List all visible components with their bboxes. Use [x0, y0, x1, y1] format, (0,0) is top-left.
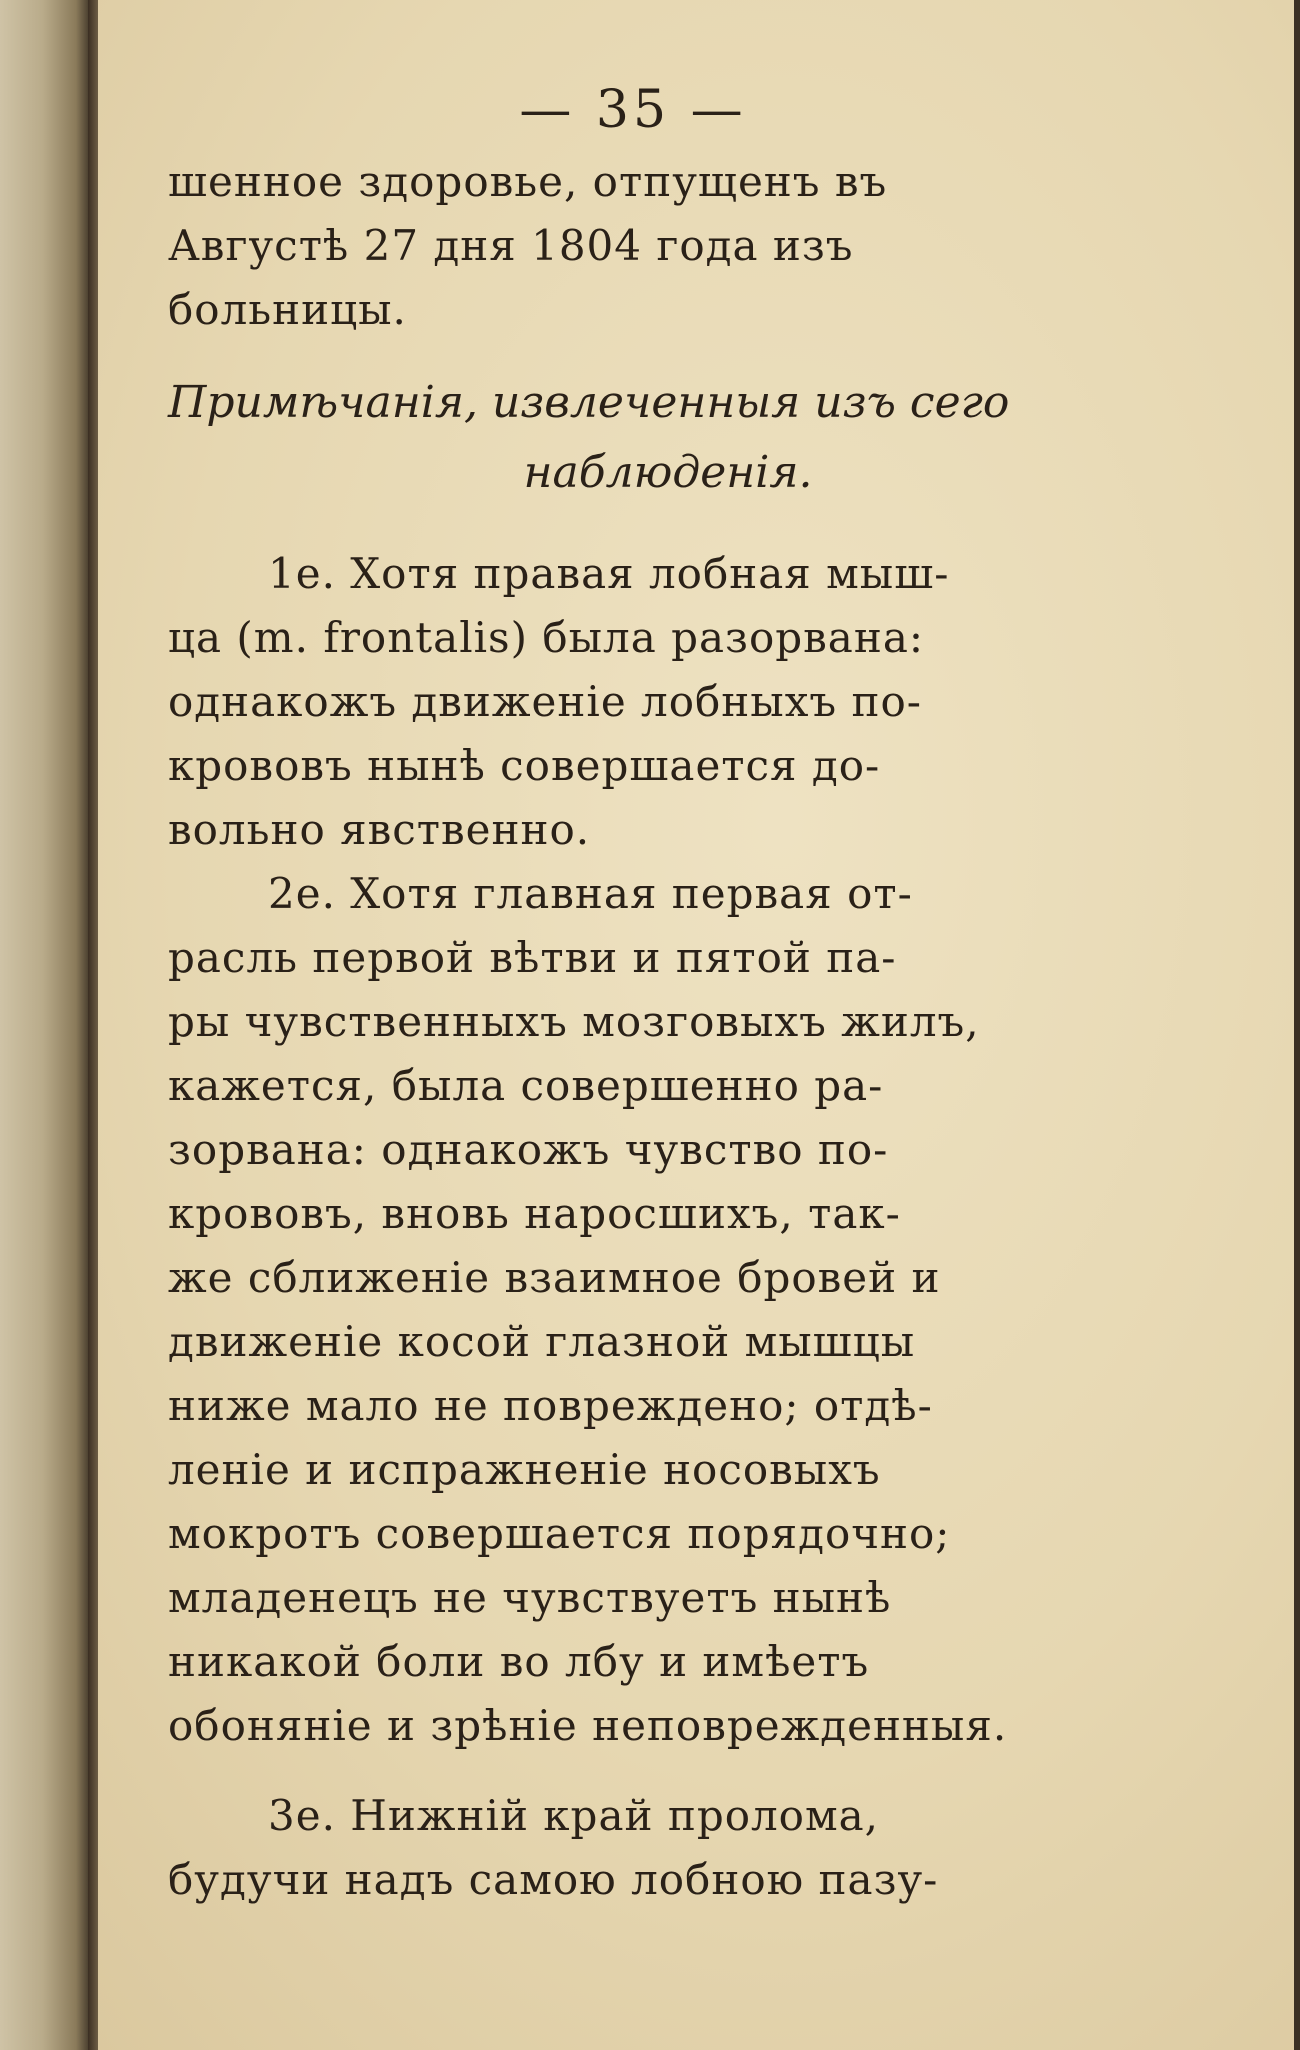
section-heading: наблюденія. — [523, 447, 813, 498]
paragraph-line: крововъ нынѣ совершается до- — [168, 741, 881, 790]
paragraph-line: движеніе косой глазной мышцы — [168, 1317, 916, 1366]
paragraph-line: крововъ, вновь наросшихъ, так- — [168, 1189, 901, 1238]
paragraph-line: 1е. Хотя правая лобная мыш- — [268, 549, 950, 598]
paragraph-line: будучи надъ самою лобною пазу- — [168, 1855, 939, 1904]
text-line: больницы. — [168, 285, 407, 334]
text-line: Августѣ 27 дня 1804 года изъ — [168, 221, 854, 270]
page-right-edge — [1294, 0, 1300, 2050]
paragraph-line: кажется, была совершенно ра- — [168, 1061, 884, 1110]
book-binding — [0, 0, 95, 2050]
paragraph-line: младенецъ не чувствуетъ нынѣ — [168, 1573, 892, 1622]
paragraph-line: 3е. Нижній край пролома, — [268, 1791, 880, 1840]
page-number: — 35 — — [519, 80, 747, 140]
paragraph-line: обоняніе и зрѣніе неповрежденныя. — [168, 1701, 1008, 1750]
paragraph-line: леніе и испражненіе носовыхъ — [168, 1445, 881, 1494]
paragraph-line: никакой боли во лбу и имѣетъ — [168, 1637, 870, 1686]
paragraph-line: ры чувственныхъ мозговыхъ жилъ, — [168, 997, 980, 1046]
binding-edge — [88, 0, 98, 2050]
paragraph-line: ниже мало не повреждено; отдѣ- — [168, 1381, 933, 1430]
paragraph-line: мокротъ совершается порядочно; — [168, 1509, 951, 1558]
paragraph-line: вольно явственно. — [168, 805, 591, 854]
paragraph-line: однакожъ движеніе лобныхъ по- — [168, 677, 922, 726]
paragraph-line: зорвана: однакожъ чувство по- — [168, 1125, 889, 1174]
paragraph-line: ца (m. frontalis) была разорвана: — [168, 613, 925, 662]
text-line: шенное здоровье, отпущенъ въ — [168, 157, 888, 206]
paragraph-line: 2е. Хотя главная первая от- — [268, 869, 913, 918]
section-heading: Примѣчанія, извлеченныя изъ сего — [168, 377, 1010, 428]
paragraph-line: же сближеніе взаимное бровей и — [168, 1253, 941, 1302]
paragraph-line: расль первой вѣтви и пятой па- — [168, 933, 897, 982]
page-text — [168, 70, 1168, 1912]
